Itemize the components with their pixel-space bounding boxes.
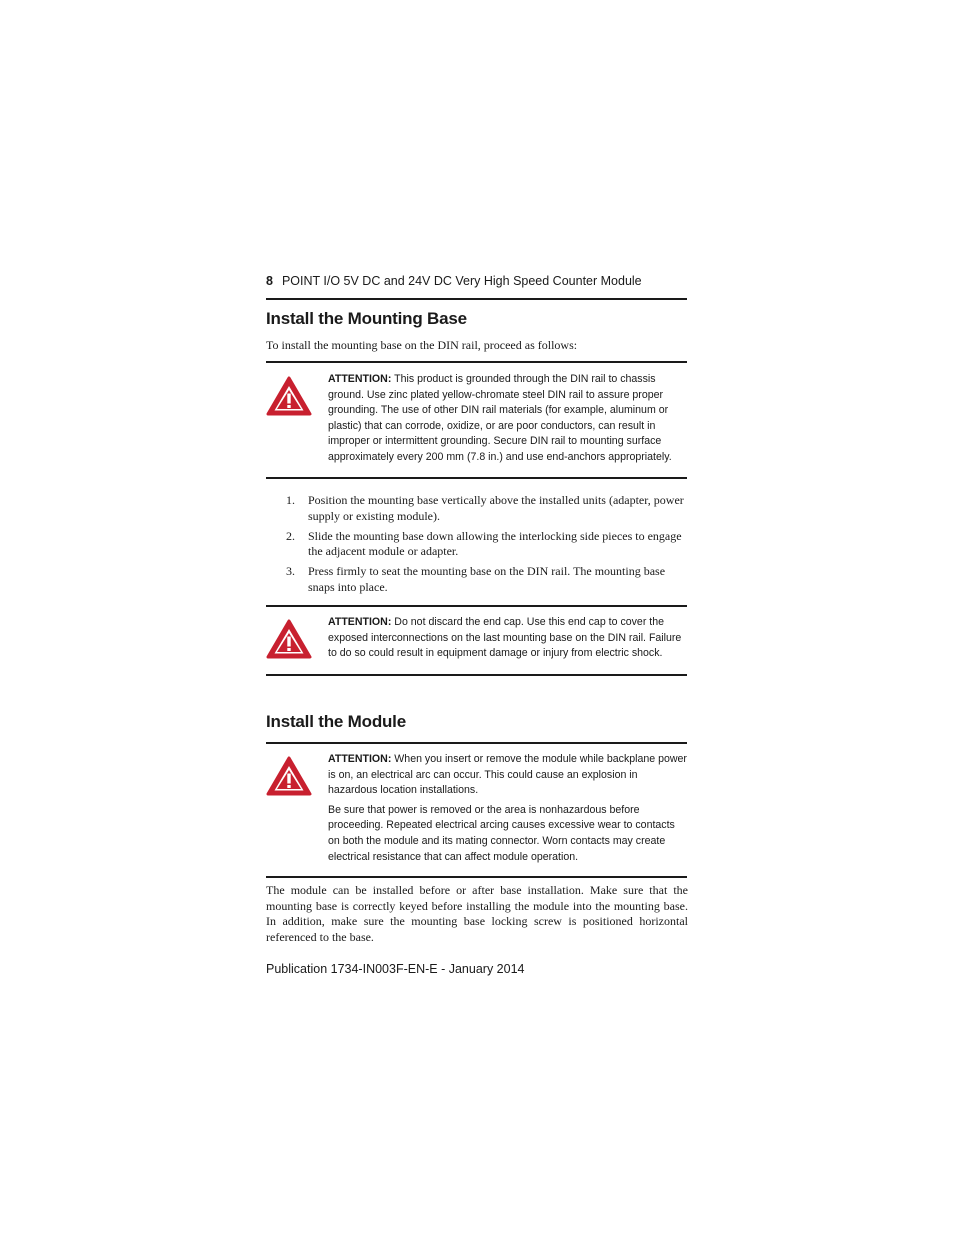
attention-body: Do not discard the end cap. Use this end cap to cover the exposed interconnections on the last mounting base on the DIN rail. Failure to do so could result in equipment damage or injury from electric shock. [328,616,682,660]
header-rule [266,298,687,300]
warning-triangle-icon [266,376,312,416]
attention-text [328,372,688,470]
step-text: Press firmly to seat the mounting base on the DIN rail. The mounting base snaps into place. [308,564,666,594]
attention-label: ATTENTION: [328,616,392,628]
step-number: 3. [286,564,295,579]
list-item [286,493,687,524]
step-number: 2. [286,528,295,543]
intro-text: To install the mounting base on the DIN rail, proceed as follows: [266,338,578,352]
warning-triangle-icon [266,756,312,796]
attention-text [328,615,688,666]
step-text: Slide the mounting base down allowing the interlocking side pieces to engage the adjacent module or adapter. [308,528,682,559]
section-heading-mounting-base: Install the Mounting Base [266,309,467,328]
installation-steps [286,493,687,600]
attention-label: ATTENTION: [328,373,392,385]
page-number: 8 [266,274,273,288]
step-number: 1. [286,493,295,507]
list-item [286,529,687,560]
attention-box-arcing [266,744,687,876]
list-item [286,564,687,595]
step-text: Position the mounting base vertically above the installed units (adapter, power supply or existing module). [308,493,684,523]
publication-footer: Publication 1734-IN003F-EN-E - January 2014 [266,962,525,976]
section-heading-install-module: Install the Module [266,712,406,731]
header-title: POINT I/O 5V DC and 24V DC Very High Speed Counter Module [281,274,642,288]
attention-text [328,752,688,869]
page-header [266,274,687,288]
warning-triangle-icon [266,619,312,659]
attention-box-grounding [266,363,687,478]
module-install-paragraph: The module can be installed before or after base installation. Make sure that the mounting base is correctly keyed before installing the module into the mounting base. In addition, make sure the mounting base locking screw is positioned horizontal referenced to the base. [266,883,688,944]
attention-body: When you insert or remove the module while backplane power is on, an electrical arc can occur. This could cause an explosion in hazardous location installations. [328,753,687,797]
attention-bottom-rule [266,674,687,676]
attention-label: ATTENTION: [328,753,392,765]
attention-bottom-rule [266,876,687,878]
attention-body: This product is grounded through the DIN rail to chassis ground. Use zinc plated yellow-chromate steel DIN rail to assure proper grounding. The use of other DIN rail materials (for example, aluminum or plastic) that can corrode, oxidize, or are poor conductors, can result in improper or intermittent grounding. Secure DIN rail to mounting surface approximately every 200 mm (7.8 in.) and use end-anchors appropriately. [328,373,672,463]
attention-box-end-cap [266,607,687,674]
attention-body-continued: Be sure that power is removed or the area is nonhazardous before proceeding. Repeated electrical arcing causes excessive wear to contacts on both the module and its mating connector. Worn contacts may create electrical resistance that can affect module operation. [328,803,675,863]
attention-bottom-rule [266,477,687,479]
